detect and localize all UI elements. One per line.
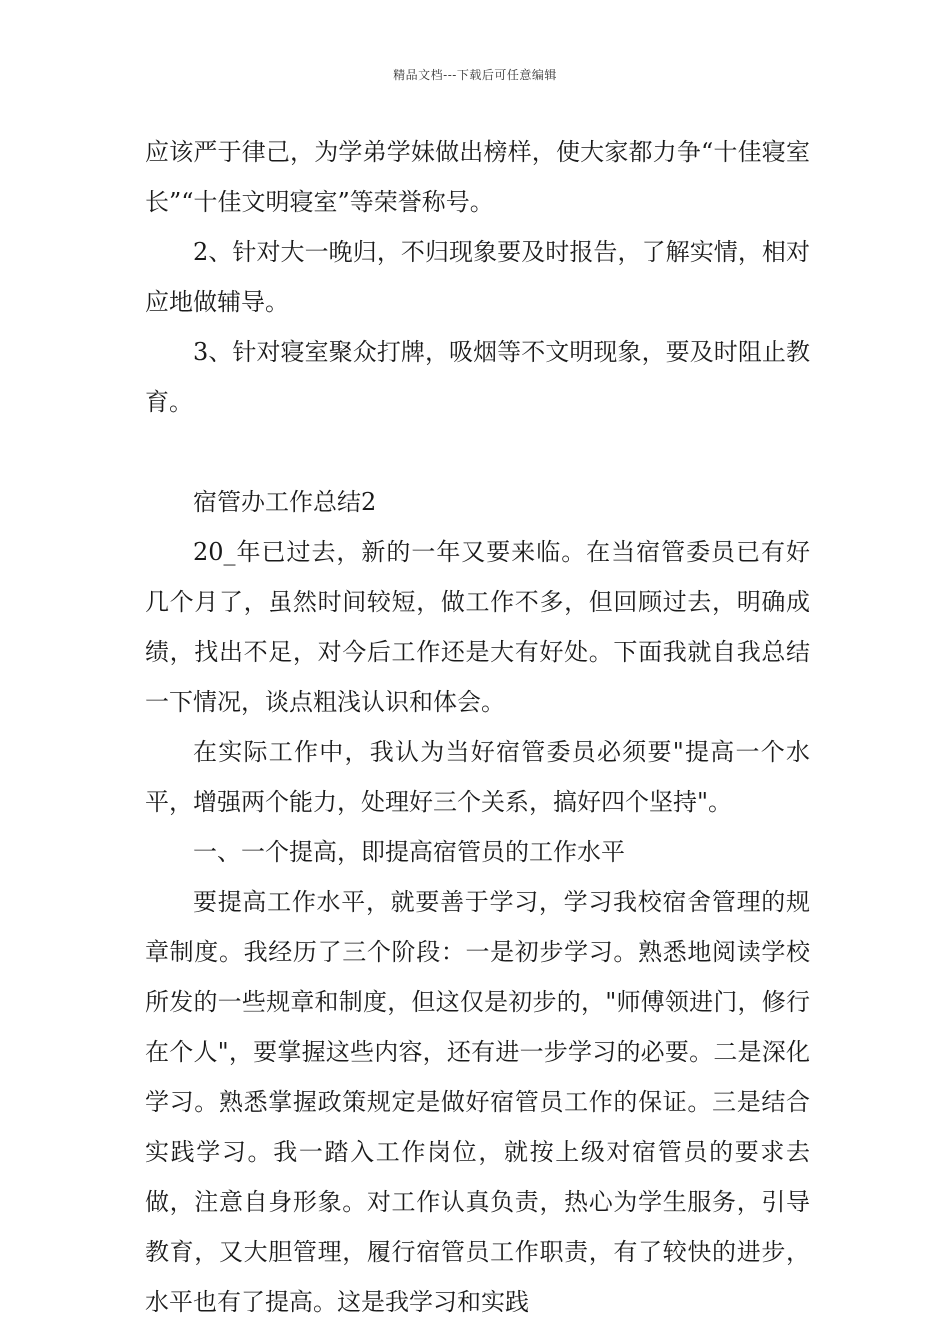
paragraph-principles: 在实际工作中，我认为当好宿管委员必须要"提高一个水平，增强两个能力，处理好三个关系，搞好四个坚持"。 (145, 738, 810, 816)
paragraph-continuation: 应该严于律己，为学弟学妹做出榜样，使大家都力争“十佳寝室长”“十佳文明寝室”等荣誉称号。 (145, 138, 810, 216)
paragraph-item-2: 2、针对大一晚归，不归现象要及时报告，了解实情，相对应地做辅导。 (145, 238, 810, 316)
subsection-heading: 一、一个提高，即提高宿管员的工作水平 (193, 838, 625, 866)
page-header: 精品文档---下载后可任意编辑 (393, 68, 557, 82)
paragraph-learning: 要提高工作水平，就要善于学习，学习我校宿舍管理的规章制度。我经历了三个阶段：一是初步学习。熟悉地阅读学校所发的一些规章和制度，但这仅是初步的，"师傅领进门，修行在个人"，要掌握这些内容，还有进一步学习的必要。二是深化学习。熟悉掌握政策规定是做好宿管员工作的保证。三是结合实践学习。我一踏入工作岗位，就按上级对宿管员的要求去做，注意自身形象。对工作认真负责，热心为学生服务，引导教育，又大胆管理，履行宿管员工作职责，有了较快的进步，水平也有了提高。这是我学习和实践 (145, 888, 810, 1316)
section-title: 宿管办工作总结2 (193, 488, 377, 516)
paragraph-intro: 20_年已过去，新的一年又要来临。在当宿管委员已有好几个月了，虽然时间较短，做工作不多，但回顾过去，明确成绩，找出不足，对今后工作还是大有好处。下面我就自我总结一下情况，谈点粗浅认识和体会。 (145, 538, 810, 716)
paragraph-item-3: 3、针对寝室聚众打牌，吸烟等不文明现象，要及时阻止教育。 (145, 338, 810, 416)
document-body (145, 127, 810, 1327)
